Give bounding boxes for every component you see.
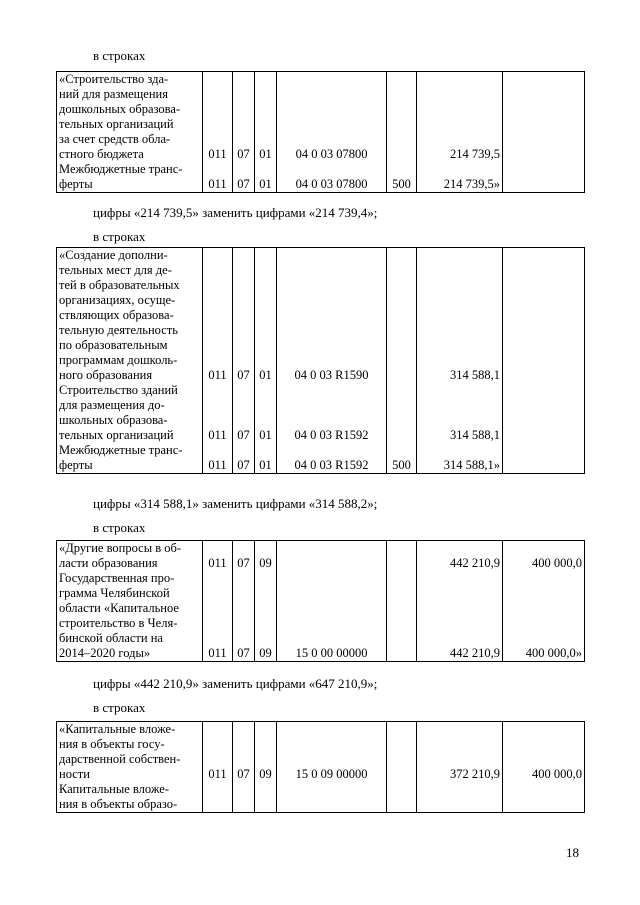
cell-value [235, 383, 252, 443]
row-name-cell [57, 722, 203, 813]
cell-value [389, 383, 414, 443]
cell-text: 09 [259, 646, 272, 660]
cell-value [205, 541, 230, 571]
section-cell [233, 722, 255, 813]
cell-value [389, 162, 414, 192]
cell-text: 011 [208, 368, 227, 382]
cell-value [279, 383, 384, 443]
cell-value [505, 162, 582, 192]
table-row [57, 248, 585, 474]
cell-text: 011 [208, 177, 227, 191]
cell-value [419, 571, 500, 661]
cell-text: 400 000,0» [525, 646, 582, 660]
cell-text: 07 [237, 428, 250, 442]
cell-text: 011 [208, 646, 227, 660]
cell-text: 314 588,1» [443, 458, 500, 472]
cell-value [205, 72, 230, 162]
cell-value [419, 782, 500, 812]
cell-value [205, 383, 230, 443]
row-label: «Другие вопросы в об- ласти образования [59, 541, 182, 570]
section-cell [233, 72, 255, 193]
cell-text: 442 210,9 [450, 556, 500, 570]
cell-value [419, 383, 500, 443]
cell-text: 07 [237, 458, 250, 472]
amount-cell [417, 541, 503, 662]
table-row [57, 72, 585, 193]
cell-text: 01 [259, 177, 272, 191]
amount-cell-2 [503, 72, 585, 193]
expense-type-cell [387, 541, 417, 662]
cell-value [235, 782, 252, 812]
cell-value [505, 722, 582, 782]
row-name-cell [57, 248, 203, 474]
cell-value [419, 248, 500, 383]
cell-text: 15 0 09 00000 [295, 767, 368, 781]
target-article-cell [277, 722, 387, 813]
cell-value [419, 722, 500, 782]
intro-text: в строках [93, 700, 146, 715]
row-label: Государственная про- грамма Челябинской области «Капитальное строительство в Челя- бинской области на 2014–2020 годы» [59, 571, 179, 660]
expense-type-cell [387, 72, 417, 193]
cell-value [505, 443, 582, 473]
cell-text: 07 [237, 177, 250, 191]
cell-text: 07 [237, 646, 250, 660]
cell-text: 314 588,1 [450, 428, 500, 442]
cell-value [279, 72, 384, 162]
row-label: «Строительство зда- ний для размещения дошкольных образова- тельных организаций за счет средств обла- стного бюджета [59, 72, 181, 161]
cell-text: 500 [392, 458, 411, 472]
cell-text: 011 [208, 767, 227, 781]
row-label: Межбюджетные транс- ферты [59, 443, 183, 472]
cell-value [505, 541, 582, 571]
cell-value [389, 541, 414, 571]
cell-value [235, 541, 252, 571]
expense-type-cell [387, 722, 417, 813]
target-article-cell [277, 248, 387, 474]
cell-value [389, 72, 414, 162]
replace-instruction: цифры «442 210,9» заменить цифрами «647 210,9»; [93, 676, 378, 691]
cell-text: 04 0 03 07800 [295, 147, 368, 161]
cell-text: 09 [259, 767, 272, 781]
amendment-table [56, 71, 585, 193]
row-label: «Капитальные вложе- ния в объекты госу- дарственной собствен- ности [59, 722, 181, 781]
cell-value [205, 443, 230, 473]
amount-cell-2 [503, 541, 585, 662]
subsection-cell [255, 722, 277, 813]
cell-value [205, 782, 230, 812]
cell-value [279, 248, 384, 383]
cell-text: 01 [259, 147, 272, 161]
cell-text: 011 [208, 147, 227, 161]
row-label: Межбюджетные транс- ферты [59, 162, 183, 191]
cell-value [235, 571, 252, 661]
cell-text: 372 210,9 [450, 767, 500, 781]
cell-value [279, 443, 384, 473]
cell-text: 011 [208, 458, 227, 472]
cell-text: 15 0 00 00000 [295, 646, 368, 660]
budget-code-cell [203, 541, 233, 662]
cell-text: 011 [208, 428, 227, 442]
cell-value [257, 162, 274, 192]
amount-cell-2 [503, 248, 585, 474]
amount-cell-2 [503, 722, 585, 813]
replace-instruction: цифры «214 739,5» заменить цифрами «214 739,4»; [93, 205, 378, 220]
cell-value [419, 541, 500, 571]
cell-text: 400 000,0 [532, 767, 582, 781]
cell-text: 01 [259, 428, 272, 442]
cell-value [235, 722, 252, 782]
table-row [57, 541, 585, 662]
cell-text: 01 [259, 458, 272, 472]
cell-text: 04 0 03 R1590 [294, 368, 369, 382]
cell-text: 011 [208, 556, 227, 570]
cell-text: 01 [259, 368, 272, 382]
amendment-table [56, 721, 585, 813]
cell-value [235, 443, 252, 473]
intro-text: в строках [93, 48, 146, 63]
amendment-table [56, 540, 585, 662]
cell-text: 04 0 03 R1592 [294, 428, 369, 442]
cell-value [235, 72, 252, 162]
row-label: «Создание дополни- тельных мест для де- тей в образовательных организациях, осуще- ствляющих образова- тельную деятельность по образовательным программам дошколь- ного образования [59, 248, 180, 382]
cell-value [389, 722, 414, 782]
target-article-cell [277, 541, 387, 662]
cell-value [257, 571, 274, 661]
cell-value [505, 248, 582, 383]
amount-cell [417, 248, 503, 474]
cell-value [235, 248, 252, 383]
cell-value [505, 782, 582, 812]
subsection-cell [255, 248, 277, 474]
cell-value [205, 248, 230, 383]
budget-code-cell [203, 72, 233, 193]
cell-value [279, 722, 384, 782]
cell-value [389, 782, 414, 812]
cell-value [505, 383, 582, 443]
cell-value [257, 72, 274, 162]
cell-text: 04 0 03 R1592 [294, 458, 369, 472]
cell-value [205, 162, 230, 192]
cell-text: 214 739,5» [443, 177, 500, 191]
intro-text: в строках [93, 520, 146, 535]
cell-value [389, 443, 414, 473]
amount-cell [417, 722, 503, 813]
cell-text: 04 0 03 07800 [295, 177, 368, 191]
cell-text: 07 [237, 368, 250, 382]
target-article-cell [277, 72, 387, 193]
table-row [57, 722, 585, 813]
cell-value [279, 571, 384, 661]
cell-value [419, 443, 500, 473]
cell-value [279, 782, 384, 812]
cell-text: 400 000,0 [532, 556, 582, 570]
cell-value [257, 541, 274, 571]
budget-code-cell [203, 722, 233, 813]
subsection-cell [255, 72, 277, 193]
row-name-cell [57, 72, 203, 193]
cell-value [235, 162, 252, 192]
cell-value [389, 571, 414, 661]
cell-value [505, 72, 582, 162]
cell-text: 07 [237, 556, 250, 570]
cell-value [419, 162, 500, 192]
cell-value [257, 443, 274, 473]
expense-type-cell [387, 248, 417, 474]
cell-value [279, 162, 384, 192]
cell-value [257, 383, 274, 443]
subsection-cell [255, 541, 277, 662]
cell-text: 07 [237, 767, 250, 781]
cell-value [205, 571, 230, 661]
cell-value [389, 248, 414, 383]
cell-value [505, 571, 582, 661]
cell-value [205, 722, 230, 782]
row-name-cell [57, 541, 203, 662]
intro-text: в строках [93, 229, 146, 244]
budget-code-cell [203, 248, 233, 474]
cell-value [257, 782, 274, 812]
row-label: Капитальные вложе- ния в объекты образо- [59, 782, 178, 811]
amount-cell [417, 72, 503, 193]
replace-instruction: цифры «314 588,1» заменить цифрами «314 588,2»; [93, 496, 378, 511]
cell-text: 314 588,1 [450, 368, 500, 382]
page-number: 18 [566, 845, 579, 860]
section-cell [233, 248, 255, 474]
cell-value [257, 722, 274, 782]
cell-value [257, 248, 274, 383]
cell-text: 07 [237, 147, 250, 161]
cell-text: 442 210,9 [450, 646, 500, 660]
cell-value [419, 72, 500, 162]
cell-text: 500 [392, 177, 411, 191]
amendment-table [56, 247, 585, 474]
cell-text: 09 [259, 556, 272, 570]
row-label: Строительство зданий для размещения до- школьных образова- тельных организаций [59, 383, 178, 442]
cell-value [279, 541, 384, 571]
cell-text: 214 739,5 [450, 147, 500, 161]
section-cell [233, 541, 255, 662]
